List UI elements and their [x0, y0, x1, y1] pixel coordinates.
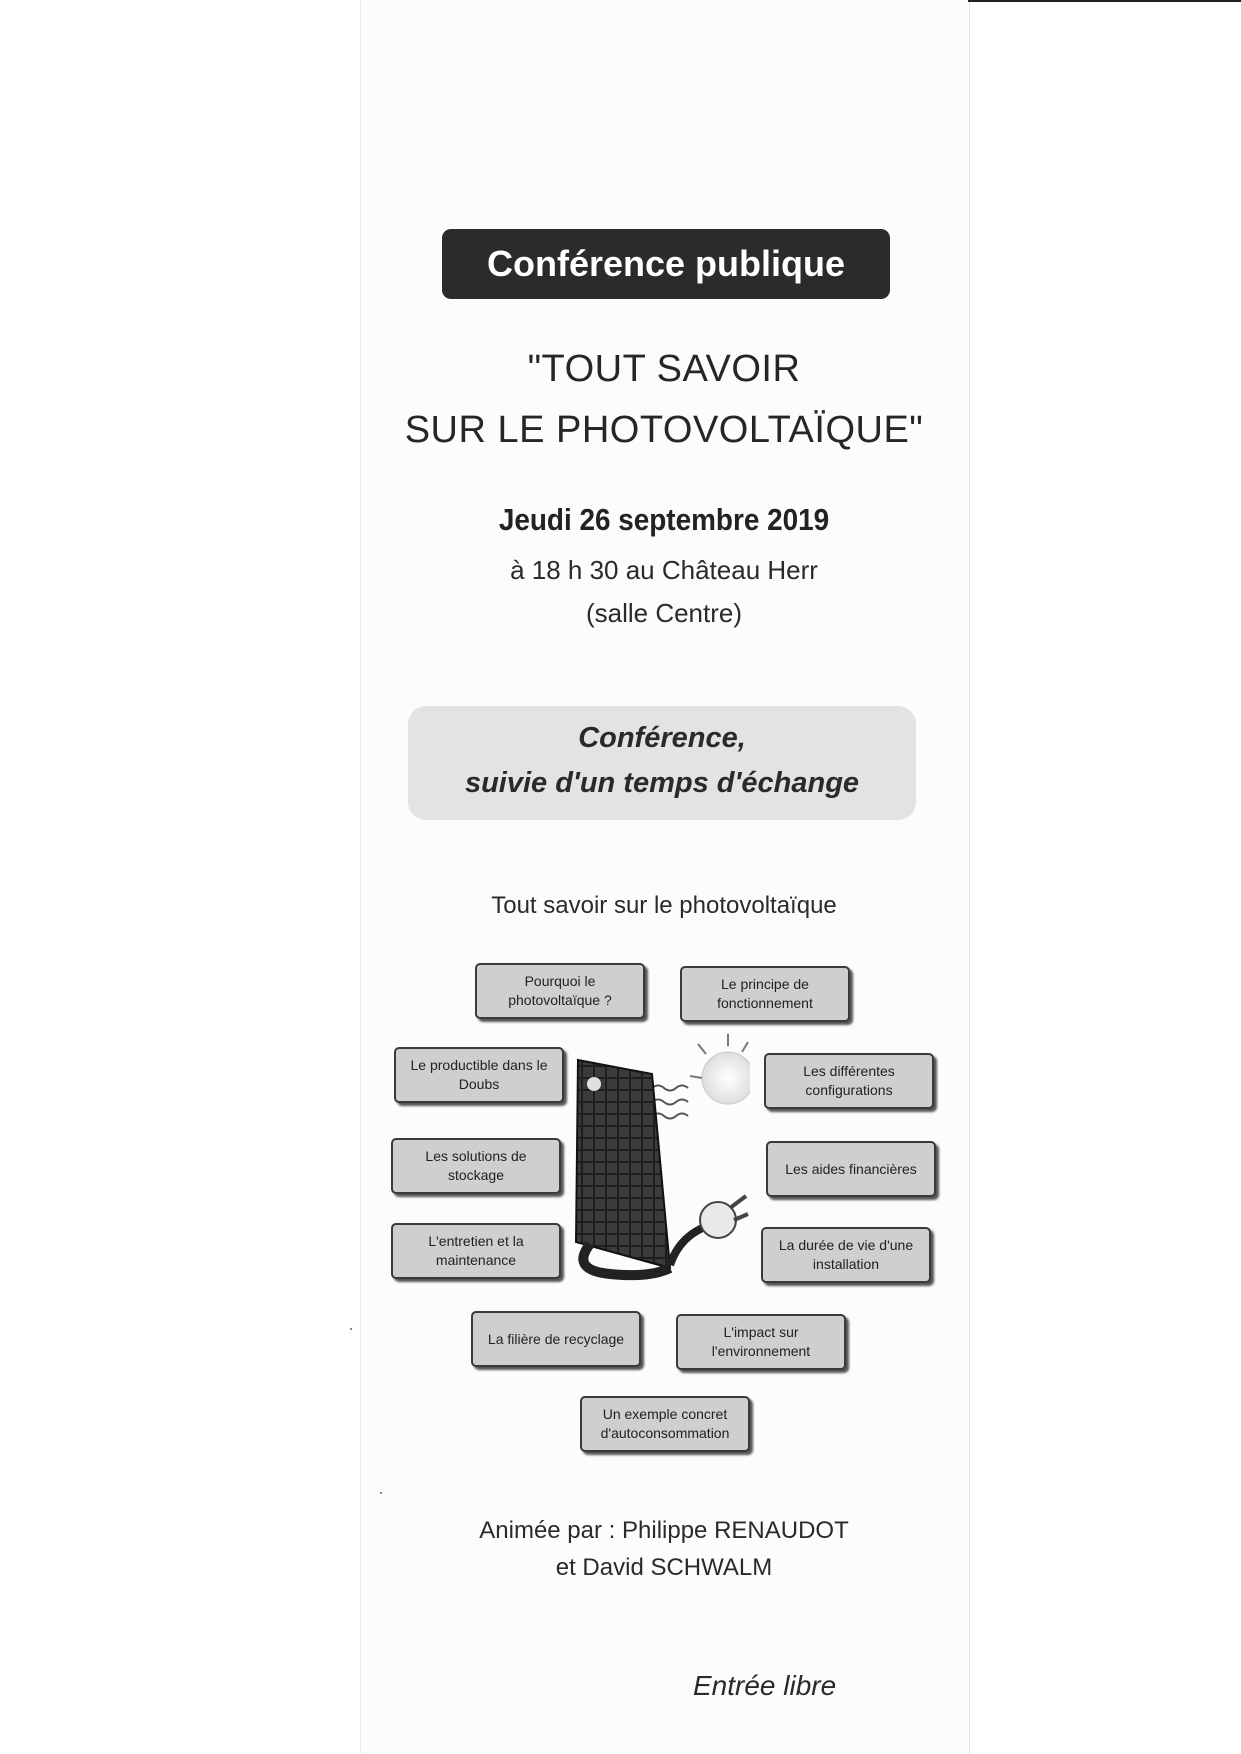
- topic-box: Pourquoi le photovoltaïque ?: [475, 963, 645, 1019]
- main-title-line-1: "TOUT SAVOIR: [527, 348, 801, 390]
- conference-badge: Conférence publique: [442, 229, 890, 299]
- format-line-1: Conférence,: [578, 722, 746, 754]
- topic-box: L'entretien et la maintenance: [391, 1223, 561, 1279]
- diagram-title: Tout savoir sur le photovoltaïque: [491, 892, 837, 919]
- topic-box: Un exemple concret d'autoconsommation: [580, 1396, 750, 1452]
- topic-box: Les aides financières: [766, 1141, 936, 1197]
- topic-box: Le principe de fonctionnement: [680, 966, 850, 1022]
- plug-icon: [700, 1196, 748, 1238]
- solar-panel-icon: [576, 1060, 670, 1268]
- sun-rays-icon: [652, 1086, 688, 1119]
- event-time-place: à 18 h 30 au Château Herr: [510, 555, 818, 585]
- main-title-line-2: SUR LE PHOTOVOLTAÏQUE": [404, 409, 924, 451]
- topic-box: Les différentes configurations: [764, 1053, 934, 1109]
- scan-edge: [968, 0, 1241, 2]
- topic-box: Les solutions de stockage: [391, 1138, 561, 1194]
- topic-box: La durée de vie d'une installation: [761, 1227, 931, 1283]
- event-date: Jeudi 26 septembre 2019: [498, 502, 830, 537]
- topic-box: L'impact sur l'environnement: [676, 1314, 846, 1370]
- topic-box: La filière de recyclage: [471, 1311, 641, 1367]
- format-line-2: suivie d'un temps d'échange: [464, 767, 860, 799]
- solar-panel-illustration: [570, 1030, 750, 1300]
- sun-icon: [690, 1034, 750, 1104]
- topic-box: Le productible dans le Doubs: [394, 1047, 564, 1103]
- scan-speck: [380, 1492, 382, 1494]
- scan-speck: [350, 1328, 352, 1330]
- hosts-line-1: Animée par : Philippe RENAUDOT: [479, 1517, 849, 1544]
- free-entry: Entrée libre: [693, 1670, 837, 1701]
- event-room: (salle Centre): [585, 598, 743, 628]
- hosts-line-2: et David SCHWALM: [555, 1554, 773, 1581]
